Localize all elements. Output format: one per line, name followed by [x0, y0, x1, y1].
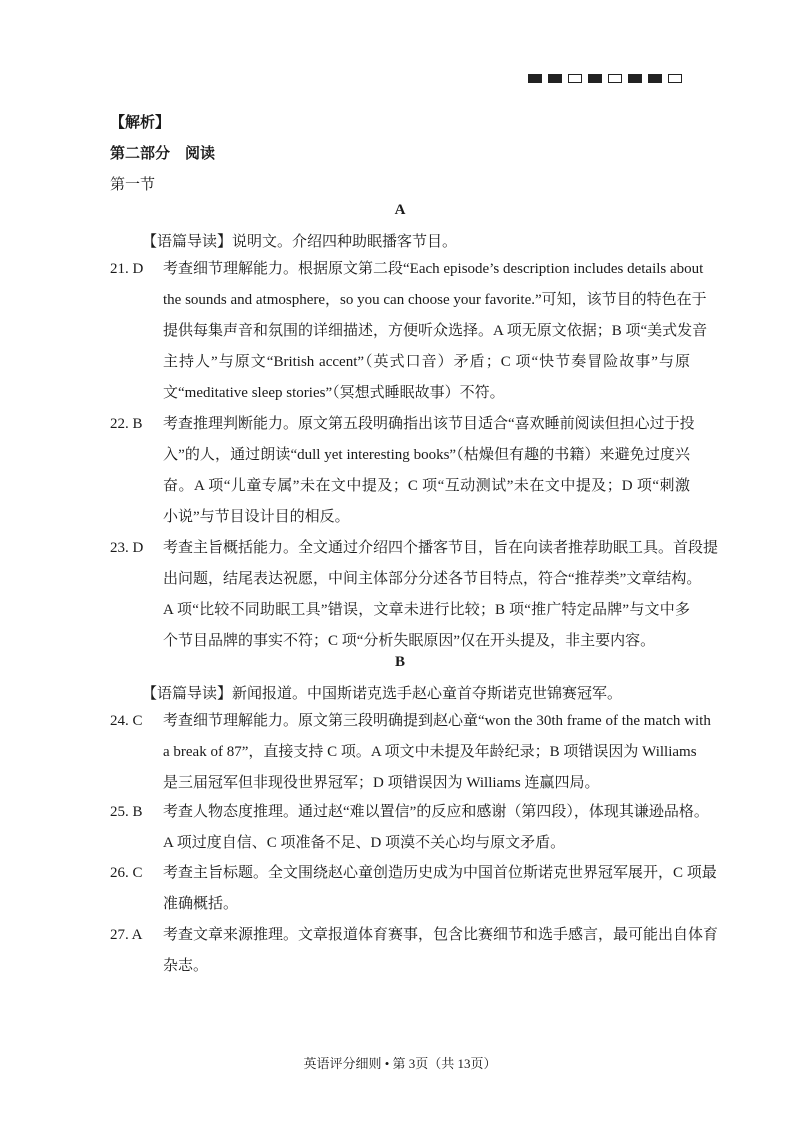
part-title: 第二部分 阅读 [110, 146, 216, 162]
page-footer: 英语评分细则 • 第 3页（共 13页） [303, 1056, 497, 1071]
passage-a-letter: A [394, 202, 406, 218]
answer-explanation-line: 主持人”与原文“British accent”（英式口音）矛盾；C 项“快节奏冒险故事”与原 [163, 354, 690, 370]
answer-explanation-line: 杂志。 [163, 958, 209, 974]
answer-explanation-line: 个节目品牌的事实不符；C 项“分析失眠原因”仅在开头提及，非主要内容。 [163, 633, 656, 649]
header-mark-empty [668, 74, 682, 83]
section-title: 第一节 [110, 177, 156, 193]
answer-explanation-line: 奋。A 项“儿童专属”未在文中提及；C 项“互动测试”未在文中提及；D 项“刺激 [163, 478, 690, 494]
question-number: 27. A [110, 927, 143, 943]
question-number: 23. D [110, 540, 144, 556]
answer-explanation-line: 考查细节理解能力。根据原文第二段“Each episode’s description includes details about [163, 261, 704, 277]
answer-explanation-line: 小说”与节目设计目的相反。 [163, 509, 350, 525]
answer-explanation-line: 考查细节理解能力。原文第三段明确提到赵心童“won the 30th frame of the match with [163, 713, 711, 729]
answer-explanation-line: 考查主旨标题。全文围绕赵心童创造历史成为中国首位斯诺克世界冠军展开，C 项最 [163, 865, 717, 881]
passage-b-guide: 【语篇导读】新闻报道。中国斯诺克选手赵心童首夺斯诺克世锦赛冠军。 [142, 686, 623, 702]
question-24 [110, 706, 711, 799]
question-number: 22. B [110, 416, 143, 432]
header-mark-empty [608, 74, 622, 83]
header-mark-filled [588, 74, 602, 83]
question-number: 26. C [110, 865, 143, 881]
answer-explanation-line: 考查推理判断能力。原文第五段明确指出该节目适合“喜欢睡前阅读但担心过于投 [163, 416, 695, 432]
question-number: 21. D [110, 261, 144, 277]
answer-explanation-line: 提供每集声音和氛围的详细描述，方便听众选择。A 项无原文依据；B 项“美式发音 [163, 323, 708, 339]
header-marks [528, 74, 682, 83]
answer-explanation-line: 准确概括。 [163, 896, 239, 912]
answer-explanation-line: a break of 87”，直接支持 C 项。A 项文中未提及年龄纪录；B 项错误因为 Williams [163, 744, 697, 760]
answer-explanation-line: 文“meditative sleep stories”（冥想式睡眠故事）不符。 [163, 385, 505, 401]
question-number: 24. C [110, 713, 143, 729]
question-26 [110, 858, 717, 920]
passage-a-guide: 【语篇导读】说明文。介绍四种助眠播客节目。 [142, 234, 458, 250]
passage-b-letter: B [394, 654, 405, 670]
header-mark-empty [568, 74, 582, 83]
analysis-label: 【解析】 [110, 115, 171, 131]
header-mark-filled [628, 74, 642, 83]
answer-explanation-line: 考查主旨概括能力。全文通过介绍四个播客节目，旨在向读者推荐助眠工具。首段提 [163, 540, 719, 556]
question-27 [110, 920, 719, 982]
question-21 [110, 254, 708, 409]
answer-explanation-line: the sounds and atmosphere，so you can choose your favorite.”可知，该节目的特色在于 [163, 292, 707, 308]
question-23 [110, 533, 719, 657]
answer-explanation-line: 出问题，结尾表达祝愿，中间主体部分分述各节目特点，符合“推荐类”文章结构。 [163, 571, 702, 587]
question-22 [110, 409, 695, 533]
answer-explanation-line: 考查文章来源推理。文章报道体育赛事，包含比赛细节和选手感言，最可能出自体育 [163, 927, 719, 943]
question-25 [110, 797, 709, 859]
answer-explanation-line: A 项“比较不同助眠工具”错误，文章未进行比较；B 项“推广特定品牌”与文中多 [163, 602, 690, 618]
answer-explanation-line: A 项过度自信、C 项准备不足、D 项漠不关心均与原文矛盾。 [163, 835, 566, 851]
answer-explanation-line: 入”的人，通过朗读“dull yet interesting books”（枯燥但有趣的书籍）来避免过度兴 [163, 447, 690, 463]
header-mark-filled [528, 74, 542, 83]
answer-explanation-line: 是三届冠军但非现役世界冠军；D 项错误因为 Williams 连赢四局。 [163, 775, 600, 791]
answer-explanation-line: 考查人物态度推理。通过赵“难以置信”的反应和感谢（第四段），体现其谦逊品格。 [163, 804, 709, 820]
header-mark-filled [548, 74, 562, 83]
header-mark-filled [648, 74, 662, 83]
question-number: 25. B [110, 804, 143, 820]
